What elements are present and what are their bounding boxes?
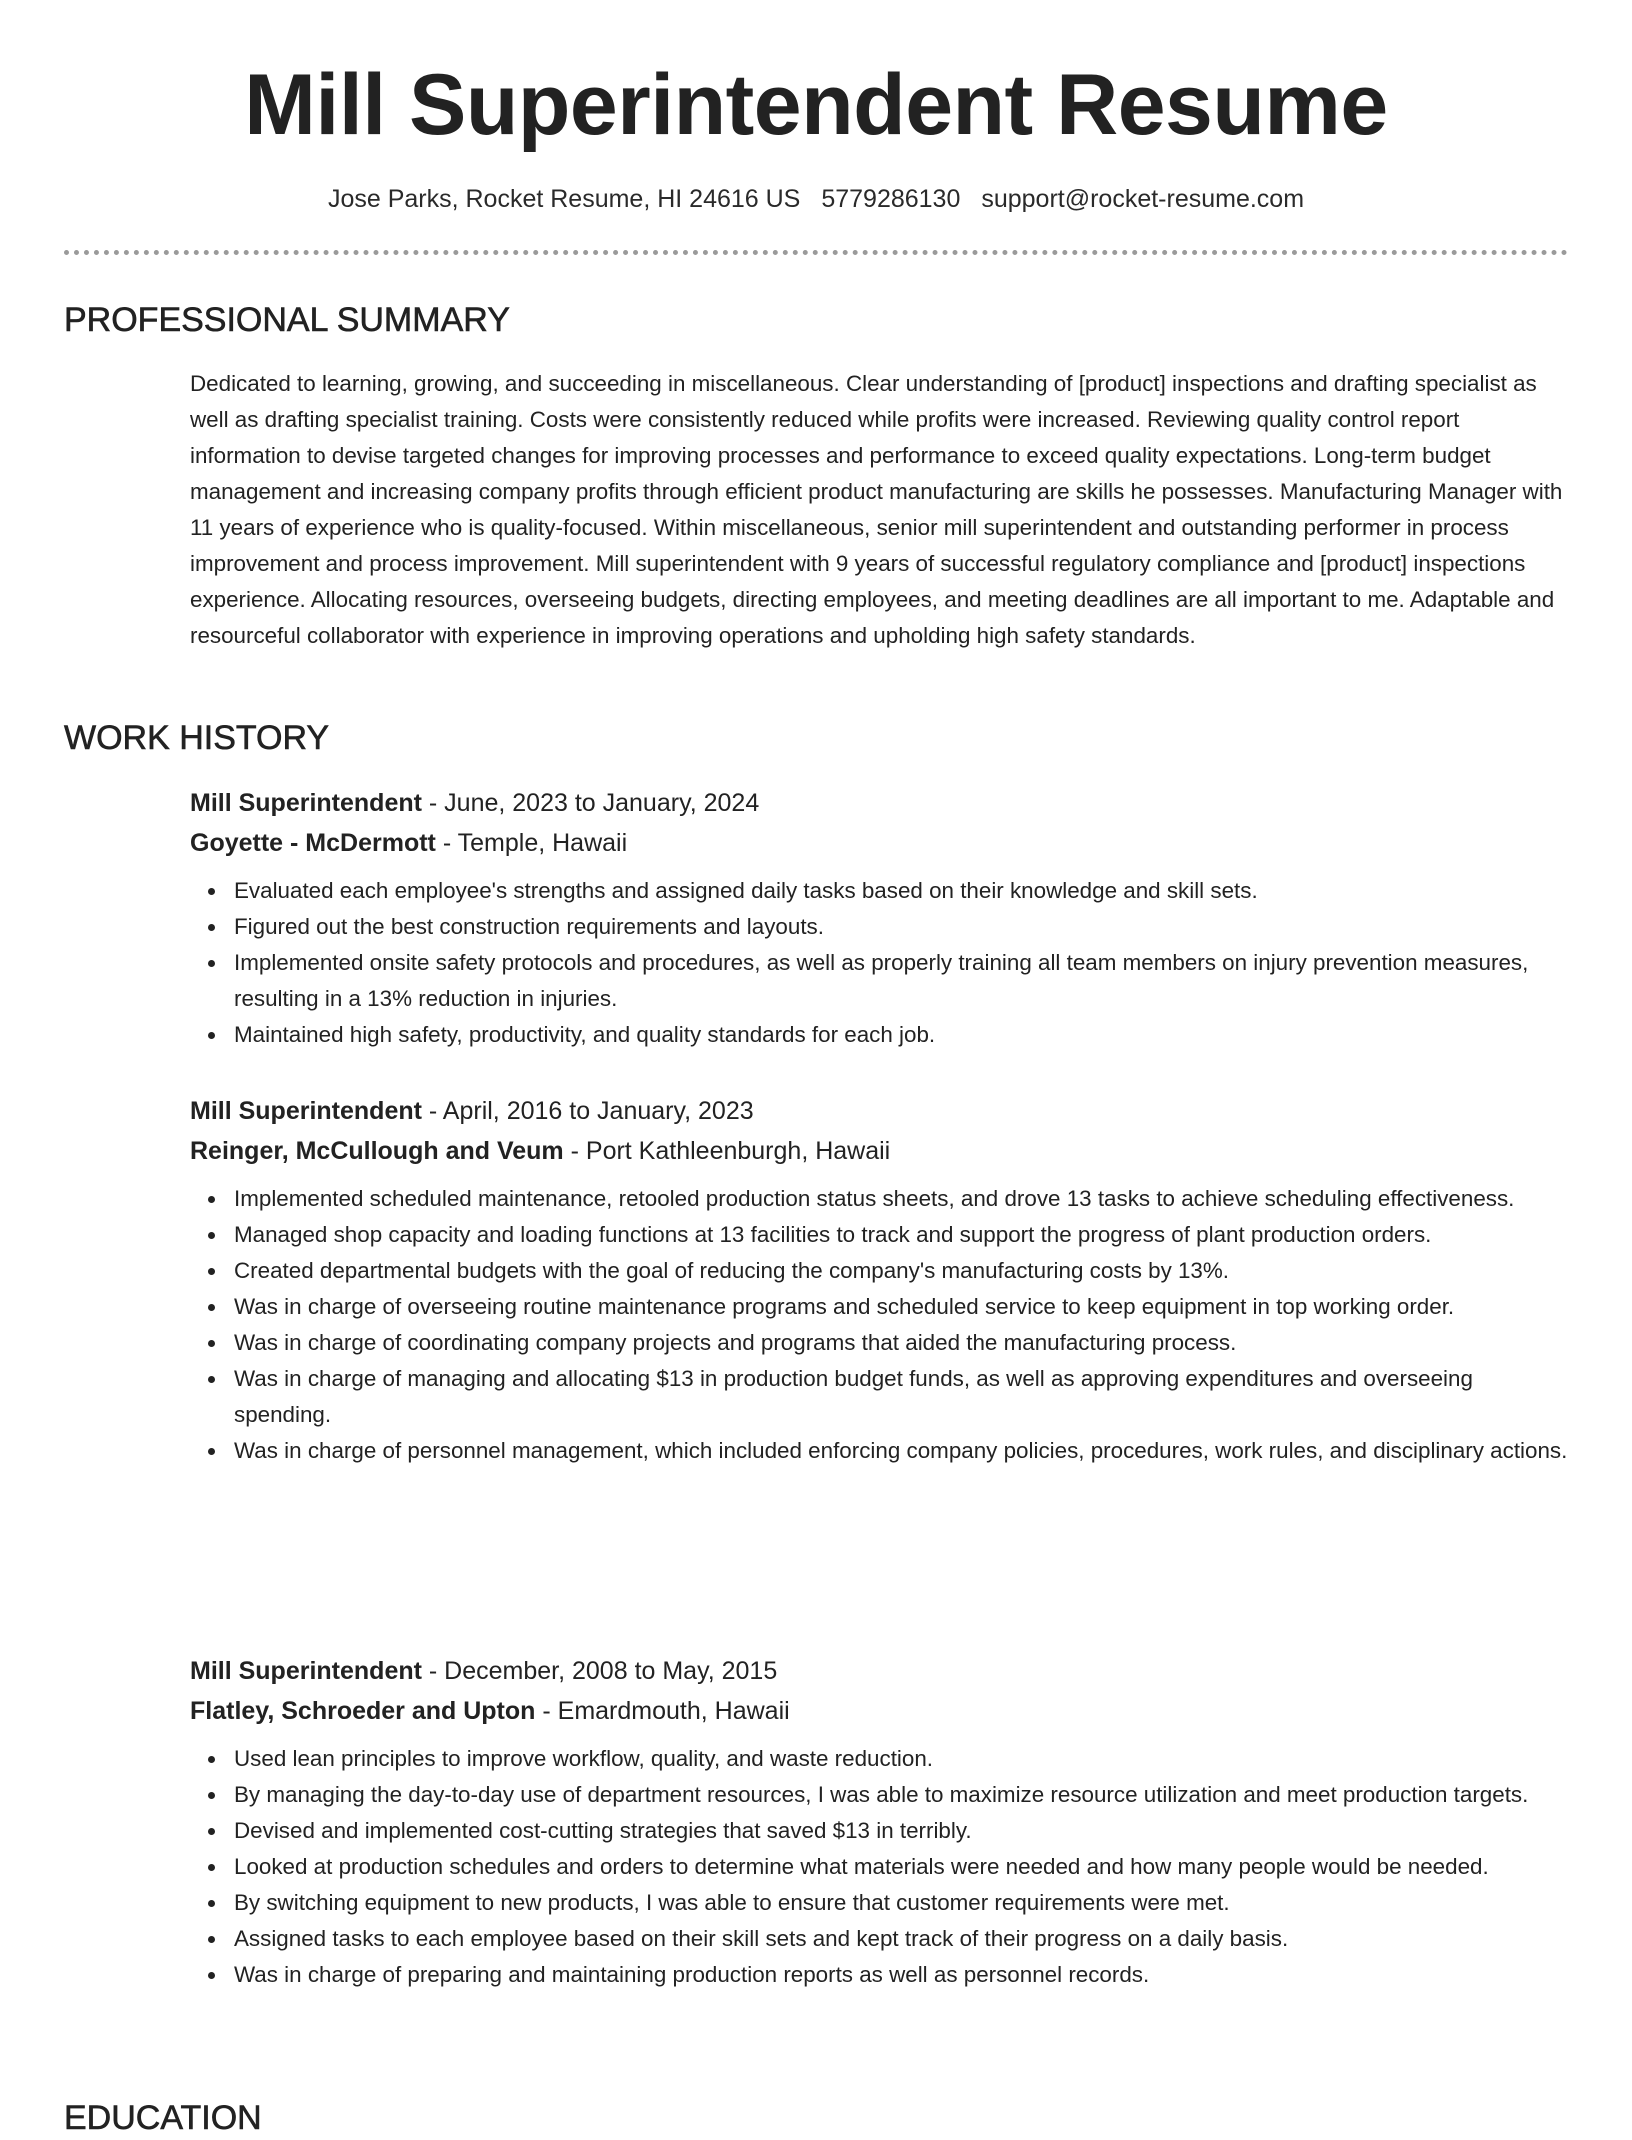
list-item: Devised and implemented cost-cutting strategies that saved $13 in terribly.	[234, 1813, 1570, 1849]
job-entry	[190, 783, 1570, 1053]
job-company-line	[190, 1131, 1570, 1171]
contact-address: Jose Parks, Rocket Resume, HI 24616 US	[327, 185, 801, 213]
job-bullet-list	[190, 1741, 1570, 1993]
section-heading-summary: PROFESSIONAL SUMMARY	[64, 301, 510, 339]
job-company: Goyette - McDermott	[190, 829, 436, 857]
job-title-line	[190, 1091, 1570, 1131]
list-item: Used lean principles to improve workflow, quality, and waste reduction.	[234, 1741, 1570, 1777]
job-company: Flatley, Schroeder and Upton	[190, 1697, 536, 1725]
list-item: Managed shop capacity and loading functions at 13 facilities to track and support the progress of plant production orders.	[234, 1217, 1570, 1253]
job-title: Mill Superintendent	[190, 1097, 422, 1125]
job-location: - Temple, Hawaii	[435, 829, 628, 857]
list-item: Evaluated each employee's strengths and assigned daily tasks based on their knowledge and skill sets.	[234, 873, 1570, 909]
job-company-line	[190, 823, 1570, 863]
contact-line	[0, 182, 1632, 216]
list-item: Was in charge of overseeing routine maintenance programs and scheduled service to keep equipment in top working order.	[234, 1289, 1570, 1325]
job-title: Mill Superintendent	[190, 1657, 422, 1685]
job-title: Mill Superintendent	[190, 789, 422, 817]
list-item: Looked at production schedules and orders to determine what materials were needed and how many people would be needed.	[234, 1849, 1570, 1885]
list-item: Was in charge of preparing and maintaining production reports as well as personnel records.	[234, 1957, 1570, 1993]
summary-text: Dedicated to learning, growing, and succeeding in miscellaneous. Clear understanding of [product] inspections and drafting specialist as well as drafting specialist training. Costs were consistently reduced while profits were increased. Reviewing quality control report information to devise targeted changes for improving processes and performance to exceed quality expectations. Long-term budget management and increasing company profits through efficient product manufacturing are skills he possesses. Manufacturing Manager with 11 years of experience who is quality-focused. Within miscellaneous, senior mill superintendent and outstanding performer in process improvement and process improvement. Mill superintendent with 9 years of successful regulatory compliance and [product] inspections experience. Allocating resources, overseeing budgets, directing employees, and meeting deadlines are all important to me. Adaptable and resourceful collaborator with experience in improving operations and upholding high safety standards.	[190, 371, 1563, 648]
job-title-line	[190, 1651, 1570, 1691]
job-bullet-list	[190, 873, 1570, 1053]
list-item: By managing the day-to-day use of department resources, I was able to maximize resource utilization and meet production targets.	[234, 1777, 1570, 1813]
job-dates: - April, 2016 to January, 2023	[421, 1097, 754, 1125]
list-item: Implemented onsite safety protocols and procedures, as well as properly training all team members on injury prevention measures, resulting in a 13% reduction in injuries.	[234, 945, 1570, 1017]
job-location: - Port Kathleenburgh, Hawaii	[563, 1137, 891, 1165]
job-dates: - December, 2008 to May, 2015	[421, 1657, 778, 1685]
list-item: By switching equipment to new products, I was able to ensure that customer requirements were met.	[234, 1885, 1570, 1921]
header-divider	[64, 250, 1568, 255]
section-heading-work-history: WORK HISTORY	[64, 719, 330, 757]
job-title-line	[190, 783, 1570, 823]
page-title: Mill Superintendent Resume	[244, 57, 1388, 153]
job-bullet-list	[190, 1181, 1570, 1469]
list-item: Was in charge of personnel management, which included enforcing company policies, procedures, work rules, and disciplinary actions.	[234, 1433, 1570, 1469]
list-item: Maintained high safety, productivity, and quality standards for each job.	[234, 1017, 1570, 1053]
job-entry	[190, 1651, 1570, 1993]
list-item: Created departmental budgets with the goal of reducing the company's manufacturing costs by 13%.	[234, 1253, 1570, 1289]
section-heading-education: EDUCATION	[64, 2099, 262, 2137]
job-company-line	[190, 1691, 1570, 1731]
list-item: Was in charge of coordinating company projects and programs that aided the manufacturing process.	[234, 1325, 1570, 1361]
list-item: Was in charge of managing and allocating $13 in production budget funds, as well as approving expenditures and overseeing spending.	[234, 1361, 1570, 1433]
contact-phone: 5779286130	[821, 185, 961, 213]
list-item: Figured out the best construction requirements and layouts.	[234, 909, 1570, 945]
job-company: Reinger, McCullough and Veum	[190, 1137, 564, 1165]
job-entry	[190, 1091, 1570, 1469]
list-item: Assigned tasks to each employee based on their skill sets and kept track of their progress on a daily basis.	[234, 1921, 1570, 1957]
list-item: Implemented scheduled maintenance, retooled production status sheets, and drove 13 tasks to achieve scheduling effectiveness.	[234, 1181, 1570, 1217]
contact-email: support@rocket-resume.com	[981, 185, 1305, 213]
job-dates: - June, 2023 to January, 2024	[421, 789, 760, 817]
job-location: - Emardmouth, Hawaii	[535, 1697, 790, 1725]
